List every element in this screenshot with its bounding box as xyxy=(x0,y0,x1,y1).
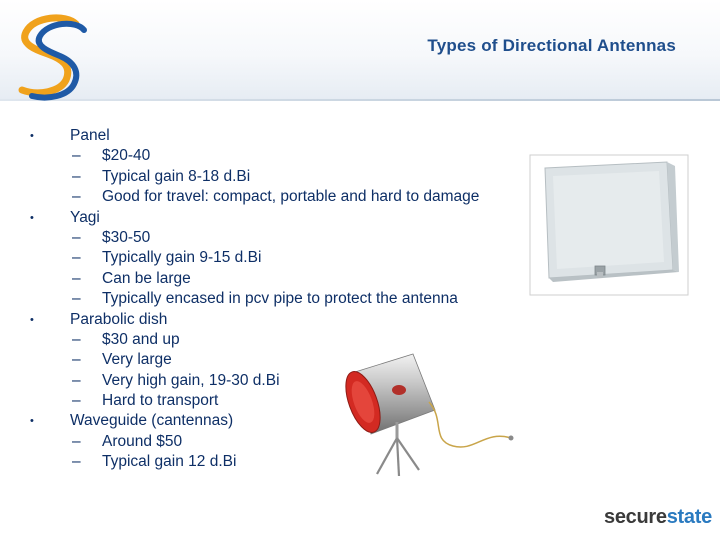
sub-bullet-item xyxy=(30,146,530,166)
sub-bullet-label: Typical gain 12 d.Bi xyxy=(102,453,237,471)
brand-part-2: state xyxy=(666,506,712,528)
bullet-glyph: • xyxy=(30,211,34,224)
sub-bullet-item xyxy=(30,167,530,187)
sub-bullet-label: Can be large xyxy=(102,269,191,287)
dash-glyph: – xyxy=(72,167,81,185)
sub-bullet-item xyxy=(30,228,530,248)
sub-bullet-label: Around $50 xyxy=(102,432,183,450)
sub-bullet-label: Very high gain, 19-30 d.Bi xyxy=(102,371,280,389)
header-divider xyxy=(0,99,720,101)
dash-glyph: – xyxy=(72,249,81,267)
dash-glyph: – xyxy=(72,188,81,206)
bullet-glyph: • xyxy=(30,415,34,428)
bullet-label: Yagi xyxy=(70,208,100,226)
dash-glyph: – xyxy=(72,269,81,287)
sub-bullet-label: Hard to transport xyxy=(102,392,219,410)
sub-bullet-item xyxy=(30,330,530,350)
brand-part-1: secure xyxy=(604,506,667,528)
cantenna-image xyxy=(335,350,517,478)
dash-glyph: – xyxy=(72,453,81,471)
panel-antenna-image xyxy=(529,154,689,296)
dash-glyph: – xyxy=(72,290,81,308)
sub-bullet-item xyxy=(30,269,530,289)
sub-bullet-item xyxy=(30,248,530,268)
sub-bullet-label: Typically encased in pcv pipe to protect the antenna xyxy=(102,290,458,308)
dash-glyph: – xyxy=(72,330,81,348)
sub-bullet-label: $30 and up xyxy=(102,330,180,348)
sub-bullet-label: Good for travel: compact, portable and hard to damage xyxy=(102,188,480,206)
dash-glyph: – xyxy=(72,392,81,410)
sub-bullet-label: Typically gain 9-15 d.Bi xyxy=(102,249,262,267)
bullet-item xyxy=(30,310,530,330)
dash-glyph: – xyxy=(72,351,81,369)
bullet-glyph: • xyxy=(30,313,34,326)
dash-glyph: – xyxy=(72,147,81,165)
sub-bullet-label: $20-40 xyxy=(102,147,151,165)
sub-bullet-label: $30-50 xyxy=(102,228,151,246)
brand-wordmark xyxy=(604,506,712,529)
slide-title: Types of Directional Antennas xyxy=(427,36,676,55)
sub-bullet-item xyxy=(30,289,530,309)
sub-bullet-label: Typical gain 8-18 d.Bi xyxy=(102,167,251,185)
bullet-label: Panel xyxy=(70,127,110,144)
bullet-item xyxy=(30,126,530,146)
sub-bullet-label: Very large xyxy=(102,351,172,369)
bullet-item xyxy=(30,208,530,228)
sub-bullet-item xyxy=(30,187,530,207)
bullet-label: Waveguide (cantennas) xyxy=(70,412,234,430)
dash-glyph: – xyxy=(72,228,81,246)
company-logo-icon xyxy=(14,10,94,105)
dash-glyph: – xyxy=(72,432,81,450)
dash-glyph: – xyxy=(72,371,81,389)
bullet-label: Parabolic dish xyxy=(70,310,168,328)
bullet-glyph: • xyxy=(30,130,34,142)
